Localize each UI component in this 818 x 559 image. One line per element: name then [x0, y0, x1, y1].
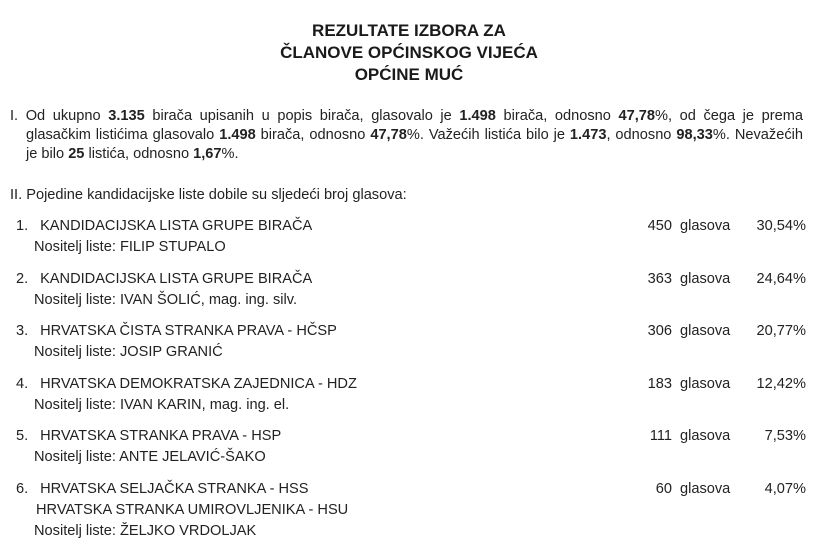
- valid-ballots-count: 1.473: [569, 127, 607, 143]
- list-name: HRVATSKA DEMOKRATSKA ZAJEDNICA - HDZ: [40, 375, 357, 392]
- text-fragment: %.: [221, 146, 239, 162]
- title-line-2: ČLANOVE OPĆINSKOG VIJEĆA: [280, 43, 538, 62]
- votes-label: glasova: [680, 218, 731, 234]
- text-fragment: birača upisanih u popis birača, glasovalo je: [144, 108, 460, 124]
- title-line-3: OPĆINE MUĆ: [354, 65, 464, 84]
- vote-percent: 30,54%: [756, 218, 806, 234]
- list-name: HRVATSKA SELJAČKA STRANKA - HSS: [40, 480, 309, 497]
- vote-result: [628, 269, 806, 290]
- list-item: [16, 216, 806, 269]
- vote-count: 183: [647, 375, 672, 392]
- vote-percent: 4,07%: [764, 480, 806, 497]
- valid-ballots-percent: 98,33: [676, 127, 713, 143]
- text-fragment: %. Važećih listića bilo je: [406, 127, 570, 143]
- list-holder: Nositelj liste: ANTE JELAVIĆ-ŠAKO: [34, 449, 266, 465]
- document-title: [0, 20, 818, 86]
- vote-count: 306: [647, 323, 672, 339]
- list-item: [16, 479, 806, 554]
- registered-voters-count: 3.135: [108, 108, 145, 124]
- results-intro: II. Pojedine kandidacijske liste dobile su sljedeći broj glasova:: [10, 187, 407, 203]
- text-fragment: birača, odnosno: [495, 108, 619, 124]
- turnout-paragraph: [10, 107, 803, 164]
- votes-label: glasova: [680, 270, 731, 287]
- votes-label: glasova: [680, 480, 731, 497]
- vote-result: [628, 479, 806, 500]
- text-fragment: listića, odnosno: [84, 146, 194, 162]
- vote-result: [628, 216, 806, 237]
- text-fragment: I. Od ukupno: [10, 108, 109, 124]
- text-fragment: , odnosno: [606, 127, 677, 143]
- turnout-section: [10, 107, 803, 164]
- list-number: 3.: [16, 323, 29, 339]
- list-item: [16, 321, 806, 374]
- list-holder: Nositelj liste: ŽELJKO VRDOLJAK: [34, 522, 257, 539]
- list-name: HRVATSKA STRANKA PRAVA - HSP: [40, 428, 282, 444]
- text-fragment: birača, odnosno: [255, 127, 371, 143]
- list-name: KANDIDACIJSKA LISTA GRUPE BIRAČA: [40, 270, 313, 287]
- list-holder: Nositelj liste: FILIP STUPALO: [34, 239, 226, 255]
- voted-ballots-percent: 47,78: [370, 127, 407, 143]
- list-number: 5.: [16, 428, 29, 444]
- list-name-coalition-partner: HRVATSKA STRANKA UMIROVLJENIKA - HSU: [36, 501, 349, 518]
- list-name: HRVATSKA ČISTA STRANKA PRAVA - HČSP: [40, 323, 337, 339]
- vote-count: 450: [647, 218, 672, 234]
- list-name: KANDIDACIJSKA LISTA GRUPE BIRAČA: [40, 218, 313, 234]
- voted-ballots-count: 1.498: [219, 127, 256, 143]
- invalid-ballots-count: 25: [68, 146, 85, 162]
- list-holder: Nositelj liste: IVAN ŠOLIĆ, mag. ing. silv.: [34, 291, 298, 308]
- vote-percent: 20,77%: [756, 323, 806, 339]
- vote-result: [628, 374, 806, 395]
- vote-percent: 7,53%: [764, 428, 806, 444]
- votes-label: glasova: [680, 323, 731, 339]
- vote-count: 60: [655, 480, 672, 497]
- text-fragment: %, od čega je prema glasačkim listićima glasovalo: [26, 108, 803, 143]
- text-fragment: %. Nevažećih je bilo: [26, 127, 803, 162]
- title-line-1: REZULTATE IZBORA ZA: [312, 21, 506, 40]
- list-number: 1.: [16, 218, 29, 234]
- vote-count: 363: [647, 270, 672, 287]
- list-item: [16, 374, 806, 427]
- vote-result: [628, 426, 806, 447]
- list-number: 4.: [16, 375, 29, 392]
- list-item: [16, 269, 806, 322]
- vote-result: [628, 321, 806, 342]
- list-holder: Nositelj liste: IVAN KARIN, mag. ing. el.: [34, 396, 290, 413]
- list-number: 6.: [16, 480, 29, 497]
- list-holder: Nositelj liste: JOSIP GRANIĆ: [34, 344, 223, 360]
- voted-percent: 47,78: [618, 108, 656, 124]
- results-list: [16, 216, 806, 554]
- votes-label: glasova: [680, 375, 731, 392]
- vote-percent: 24,64%: [756, 270, 806, 287]
- invalid-ballots-percent: 1,67: [193, 146, 222, 162]
- list-item: [16, 426, 806, 479]
- vote-count: 111: [649, 428, 672, 444]
- list-number: 2.: [16, 270, 29, 287]
- votes-label: glasova: [680, 428, 731, 444]
- voted-count: 1.498: [459, 108, 496, 124]
- vote-percent: 12,42%: [756, 375, 806, 392]
